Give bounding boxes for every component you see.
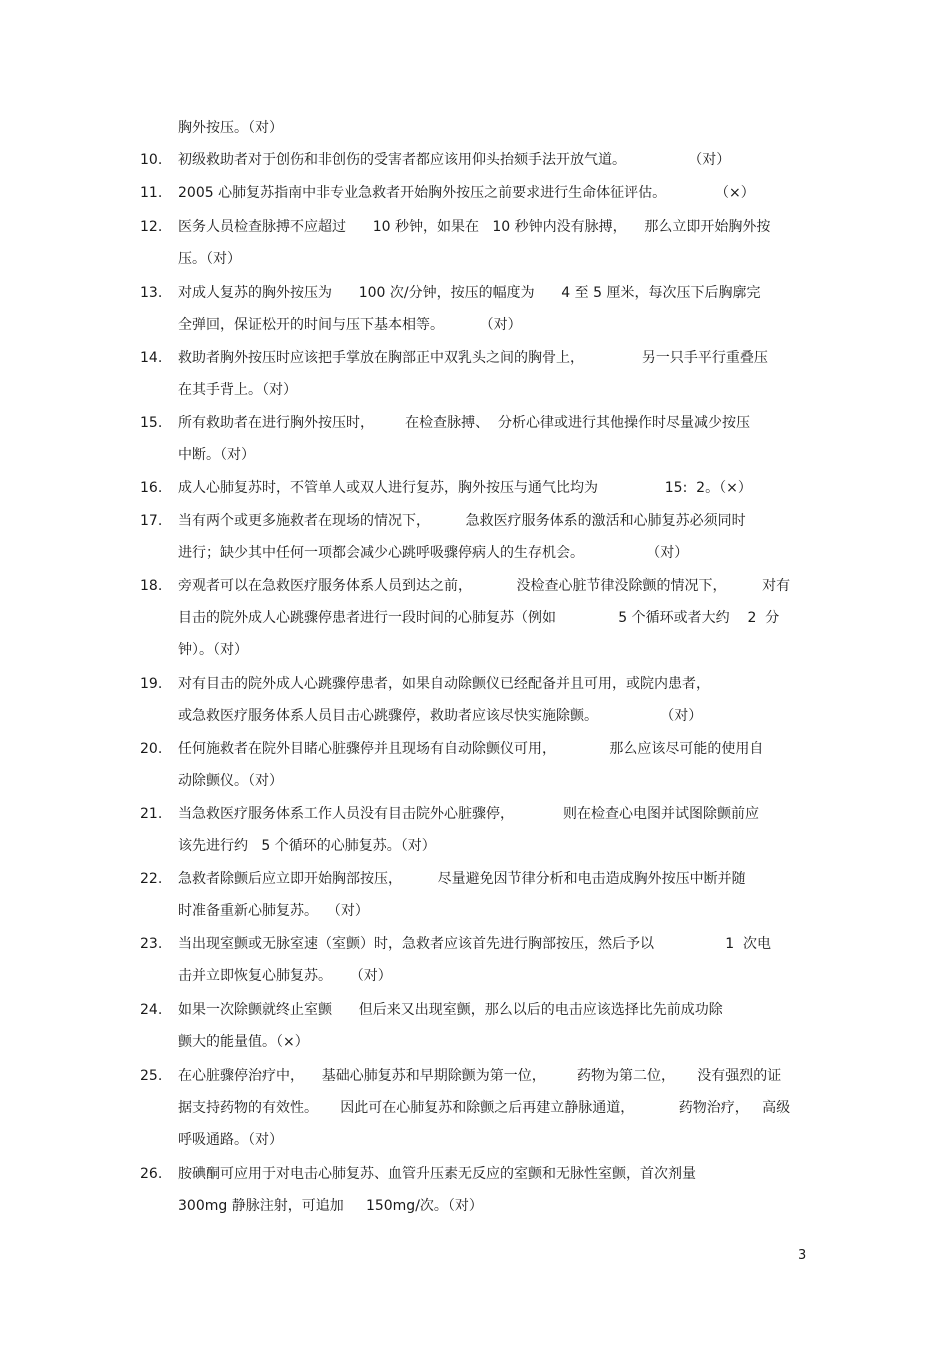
question-item [140,277,820,341]
question-text-line: 急救者除颤后应立即开始胸部按压， 尽量避免因节律分析和电击造成胸外按压中断并随 [178,871,746,887]
question-item [140,211,820,275]
question-number: 17. [140,513,163,529]
question-item [140,798,820,862]
question-number: 11. [140,185,163,201]
question-text-line: 或急救医疗服务体系人员目击心跳骤停，救助者应该尽快实施除颤。 （对） [178,708,703,724]
question-text-line: 钟）。（对） [178,642,248,658]
question-item [140,733,820,797]
question-text-line: 所有救助者在进行胸外按压时， 在检查脉搏、 分析心律或进行其他操作时尽量减少按压 [178,415,751,431]
question-text-line: 初级救助者对于创伤和非创伤的受害者都应该用仰头抬颏手法开放气道。 （对） [178,152,731,168]
question-text-line: 旁观者可以在急救医疗服务体系人员到达之前， 没检查心脏节律没除颤的情况下， 对有 [178,578,791,594]
question-text-line: 压。（对） [178,251,241,267]
question-text-line: 在心脏骤停治疗中， 基础心肺复苏和早期除颤为第一位， 药物为第二位， 没有强烈的证 [178,1068,782,1084]
question-text-line: 2005 心肺复苏指南中非专业急救者开始胸外按压之前要求进行生命体征评估。 （×） [178,185,755,201]
question-text-line: 在其手背上。（对） [178,382,297,398]
question-text-line: 该先进行约 5 个循环的心肺复苏。（对） [178,838,436,854]
question-number: 25. [140,1068,163,1084]
question-number: 22. [140,871,163,887]
question-item [140,144,820,176]
question-text-line: 颤大的能量值。（×） [178,1034,309,1050]
question-number: 23. [140,936,163,952]
question-text-line: 目击的院外成人心跳骤停患者进行一段时间的心肺复苏（例如 5 个循环或者大约 2 分 [178,610,780,626]
question-text-line: 当急救医疗服务体系工作人员没有目击院外心脏骤停， 则在检查心电图并试图除颤前应 [178,806,759,822]
question-number: 19. [140,676,163,692]
question-number: 16. [140,480,163,496]
question-text-line: 胺碘酮可应用于对电击心肺复苏、血管升压素无反应的室颤和无脉性室颤，首次剂量 [178,1166,696,1182]
question-number: 10. [140,152,163,168]
question-item [140,863,820,927]
question-text-line: 动除颤仪。（对） [178,773,283,789]
question-text-line: 当有两个或更多施救者在现场的情况下， 急救医疗服务体系的激活和心肺复苏必须同时 [178,513,746,529]
question-item [140,342,820,406]
question-text-line: 呼吸通路。（对） [178,1132,283,1148]
question-item [140,1060,820,1156]
question-number: 12. [140,219,163,235]
page-number: 3 [798,1248,807,1263]
question-number: 18. [140,578,163,594]
question-text-line: 对成人复苏的胸外按压为 100 次/分钟，按压的幅度为 4 至 5 厘米，每次压下后胸廓完 [178,285,761,301]
question-number: 26. [140,1166,163,1182]
question-text-line: 300mg 静脉注射，可追加 150mg/次。（对） [178,1198,483,1214]
question-text-line: 全弹回，保证松开的时间与压下基本相等。 （对） [178,317,522,333]
question-item [140,1158,820,1222]
question-item [140,505,820,569]
question-text-line: 击并立即恢复心肺复苏。 （对） [178,968,392,984]
question-item [140,407,820,471]
question-number: 21. [140,806,163,822]
question-text-line: 中断。（对） [178,447,255,463]
question-text-line: 任何施救者在院外目睹心脏骤停并且现场有自动除颤仪可用， 那么应该尽可能的使用自 [178,741,764,757]
question-text-line: 医务人员检查脉搏不应超过 10 秒钟，如果在 10 秒钟内没有脉搏， 那么立即开始胸外按 [178,219,771,235]
question-number: 13. [140,285,163,301]
question-number: 15. [140,415,163,431]
question-text-line: 进行；缺少其中任何一项都会减少心跳呼吸骤停病人的生存机会。 （对） [178,545,689,561]
question-text-line: 据支持药物的有效性。 因此可在心肺复苏和除颤之后再建立静脉通道， 药物治疗， 高级 [178,1100,791,1116]
continuation-text: 胸外按压。（对） [178,120,283,136]
question-number: 14. [140,350,163,366]
question-text-line: 对有目击的院外成人心跳骤停患者，如果自动除颤仪已经配备并且可用，或院内患者， [178,676,710,692]
question-text-line: 如果一次除颤就终止室颤 但后来又出现室颤，那么以后的电击应该选择比先前成功除 [178,1002,723,1018]
question-number: 20. [140,741,163,757]
question-text-line: 成人心肺复苏时，不管单人或双人进行复苏，胸外按压与通气比均为 15: 2。（×） [178,480,752,496]
question-text-line: 时准备重新心肺复苏。 （对） [178,903,369,919]
question-item [140,928,820,992]
question-item [140,570,820,666]
question-item [140,472,820,504]
question-item [140,668,820,732]
question-item [140,177,820,209]
question-item [140,994,820,1058]
question-text-line: 救助者胸外按压时应该把手掌放在胸部正中双乳头之间的胸骨上， 另一只手平行重叠压 [178,350,768,366]
question-text-line: 当出现室颤或无脉室速（室颤）时，急救者应该首先进行胸部按压，然后予以 1 次电 [178,936,772,952]
question-number: 24. [140,1002,163,1018]
